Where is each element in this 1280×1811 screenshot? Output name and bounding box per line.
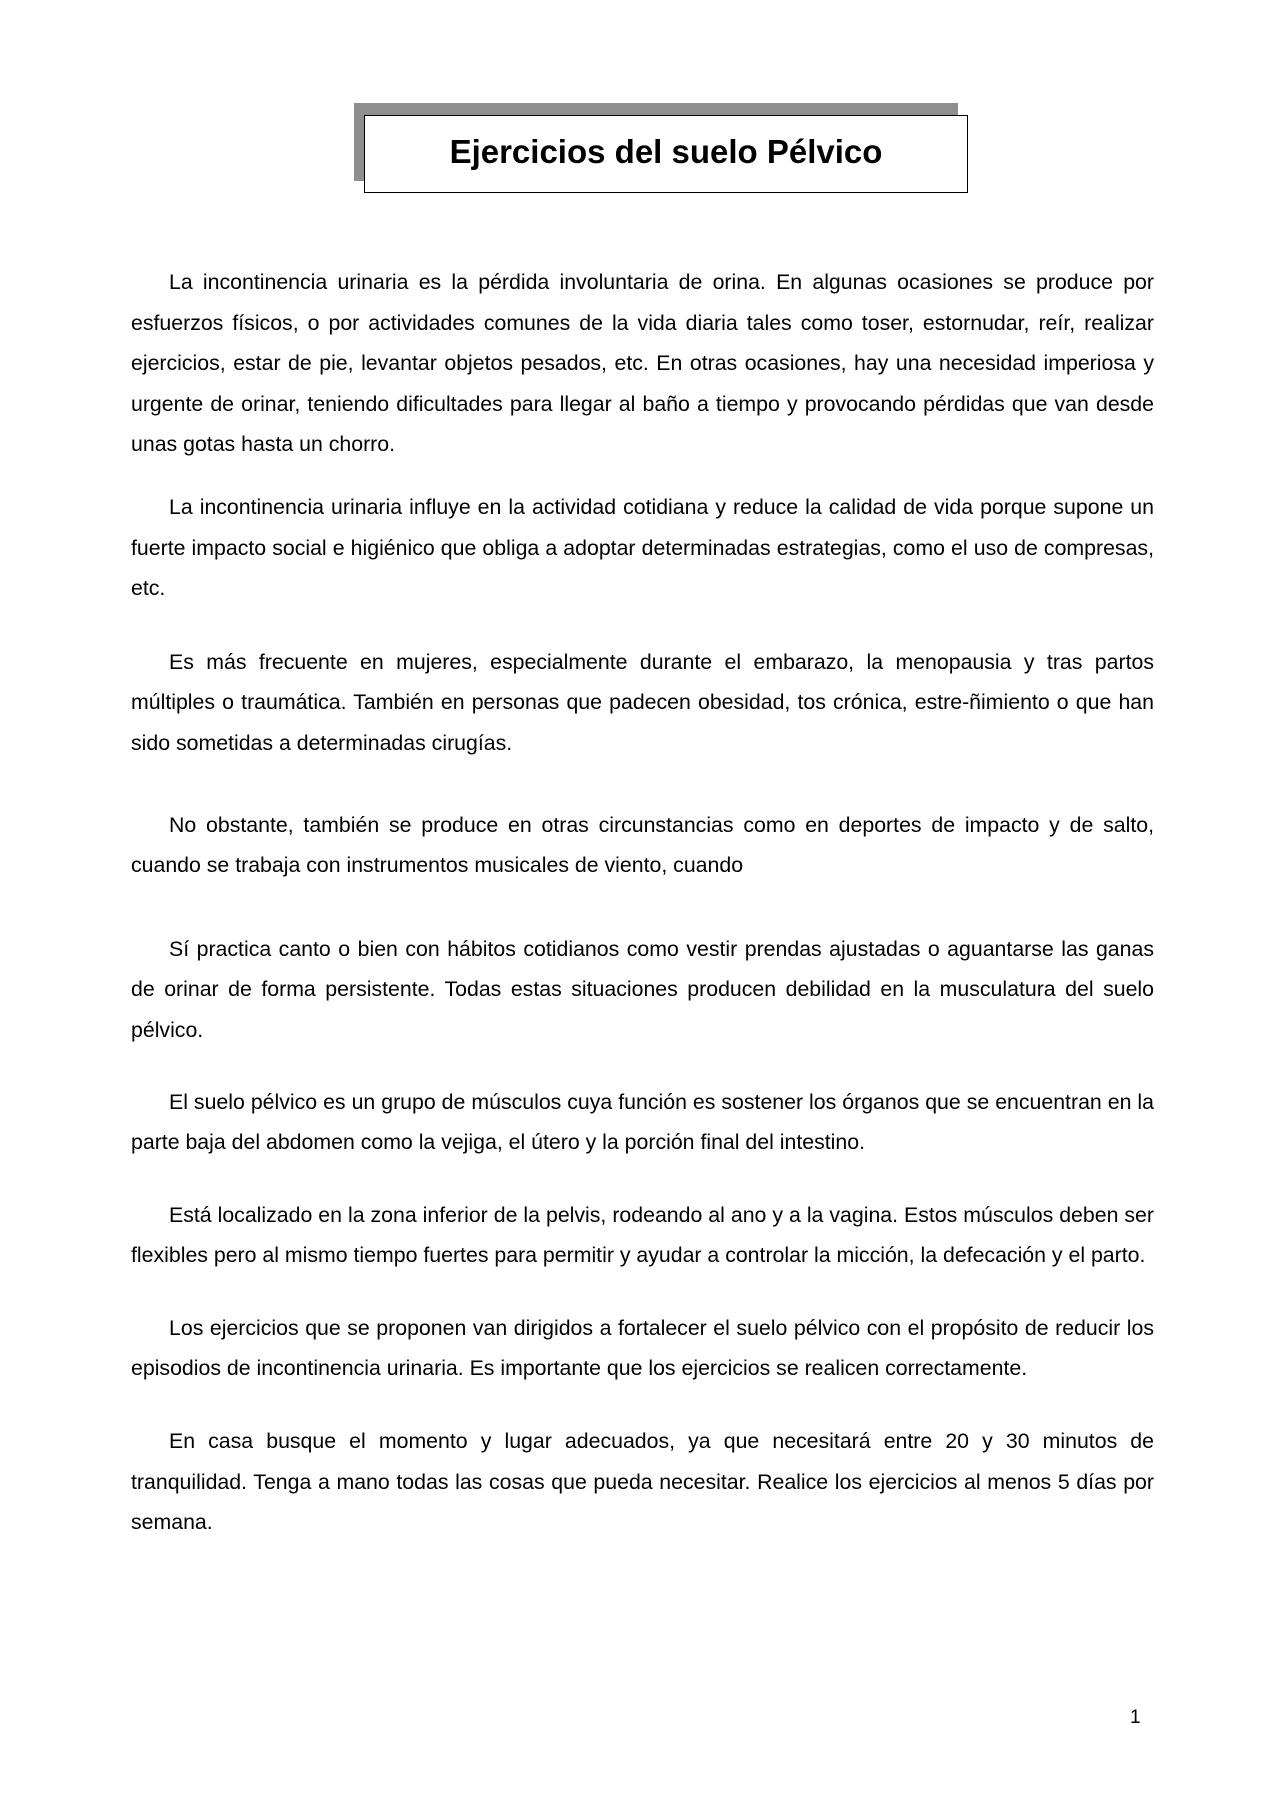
paragraph-2: La incontinencia urinaria influye en la actividad cotidiana y reduce la calidad de vida porque supone un fuerte impacto social e higiénico que obliga a adoptar determinadas estrategias, como el uso de compresas, etc.: [131, 494, 1154, 601]
paragraph-1: La incontinencia urinaria es la pérdida involuntaria de orina. En algunas ocasiones se produce por esfuerzos físicos, o por actividades comunes de la vida diaria tales como toser, estornudar, reír, realizar ejercicios, estar de pie, levantar objetos pesados, etc. En otras ocasiones, hay una necesidad imperiosa y urgente de orinar, teniendo dificultades para llegar al baño a tiempo y provocando pérdidas que van desde unas gotas hasta un chorro.: [131, 270, 1154, 457]
paragraph-4: No obstante, también se produce en otras circunstancias como en deportes de impacto y de salto, cuando se trabaja con instrumentos musicales de viento, cuando: [131, 812, 1154, 878]
paragraph-7: Está localizado en la zona inferior de la pelvis, rodeando al ano y a la vagina. Estos músculos deben ser flexibles pero al mismo tiempo fuertes para permitir y ayudar a controlar la micción, la defecación y el parto.: [131, 1202, 1154, 1268]
paragraph-6: El suelo pélvico es un grupo de músculos cuya función es sostener los órganos que se encuentran en la parte baja del abdomen como la vejiga, el útero y la porción final del intestino.: [131, 1089, 1154, 1155]
paragraph-9: En casa busque el momento y lugar adecuados, ya que necesitará entre 20 y 30 minutos de tranquilidad. Tenga a mano todas las cosas que pueda necesitar. Realice los ejercicios al menos 5 días por semana.: [131, 1429, 1154, 1535]
document-title: Ejercicios del suelo Pélvico: [449, 132, 883, 170]
document-body: [131, 262, 1154, 1543]
paragraph-8: Los ejercicios que se proponen van dirigidos a fortalecer el suelo pélvico con el propósito de reducir los episodios de incontinencia urinaria. Es importante que los ejercicios se realicen correctamente.: [131, 1315, 1154, 1381]
page-number: 1: [1130, 1707, 1141, 1728]
title-box: [364, 115, 968, 193]
paragraph-5: Sí practica canto o bien con hábitos cotidianos como vestir prendas ajustadas o aguantarse las ganas de orinar de forma persistente. Todas estas situaciones producen debilidad en la musculatura del suelo pélvico.: [131, 936, 1154, 1042]
paragraph-3: Es más frecuente en mujeres, especialmente durante el embarazo, la menopausia y tras partos múltiples o traumática. También en personas que padecen obesidad, tos crónica, estre-ñimiento o que han sido sometidas a determinadas cirugías.: [131, 649, 1154, 755]
